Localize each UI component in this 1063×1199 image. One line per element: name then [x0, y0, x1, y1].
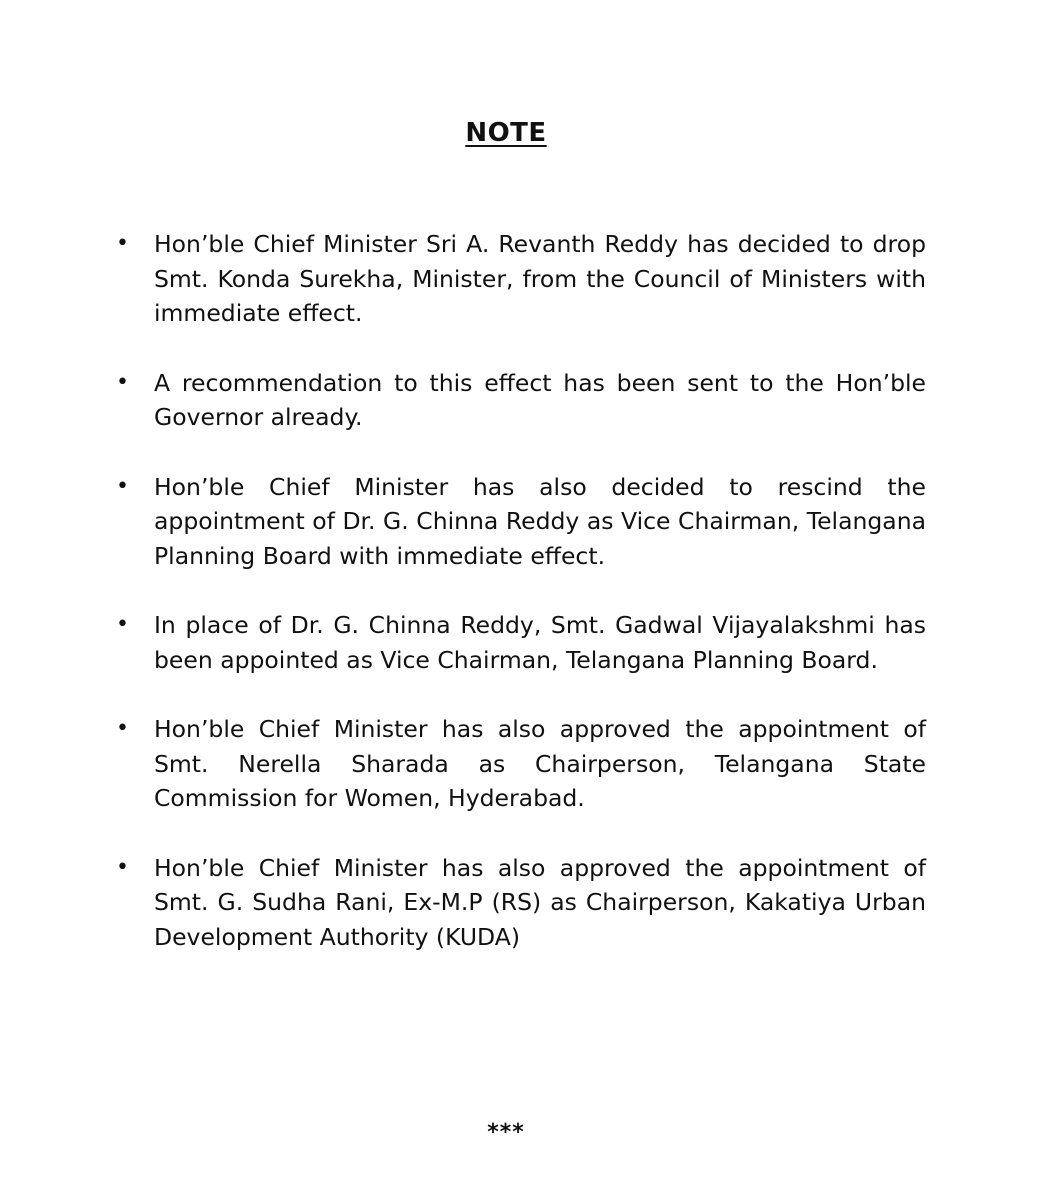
note-item-new-vice-chairman: • In place of Dr. G. Chinna Reddy, Smt. Gadwal Vijayalakshmi has been appointed as Vice Chairman, Telangana Planning Board. — [114, 608, 926, 677]
note-heading: NOTE — [465, 118, 547, 148]
note-item-recommendation-sent: • A recommendation to this effect has been sent to the Hon’ble Governor already. — [114, 366, 926, 435]
note-item-drop-minister: • Hon’ble Chief Minister Sri A. Revanth Reddy has decided to drop Smt. Konda Surekha, Minister, from the Council of Ministers with immediate effect. — [114, 227, 926, 331]
end-mark: *** — [487, 1120, 525, 1145]
note-item-women-commission-chairperson: • Hon’ble Chief Minister has also approved the appointment of Smt. Nerella Sharada as Chairperson, Telangana State Commission for Women, Hyderabad. — [114, 712, 926, 816]
note-list — [114, 227, 926, 989]
note-item-kuda-chairperson: • Hon’ble Chief Minister has also approved the appointment of Smt. G. Sudha Rani, Ex-M.P (RS) as Chairperson, Kakatiya Urban Development Authority (KUDA) — [114, 851, 926, 955]
note-item-rescind-appointment: • Hon’ble Chief Minister has also decided to rescind the appointment of Dr. G. Chinna Reddy as Vice Chairman, Telangana Planning Board with immediate effect. — [114, 470, 926, 574]
